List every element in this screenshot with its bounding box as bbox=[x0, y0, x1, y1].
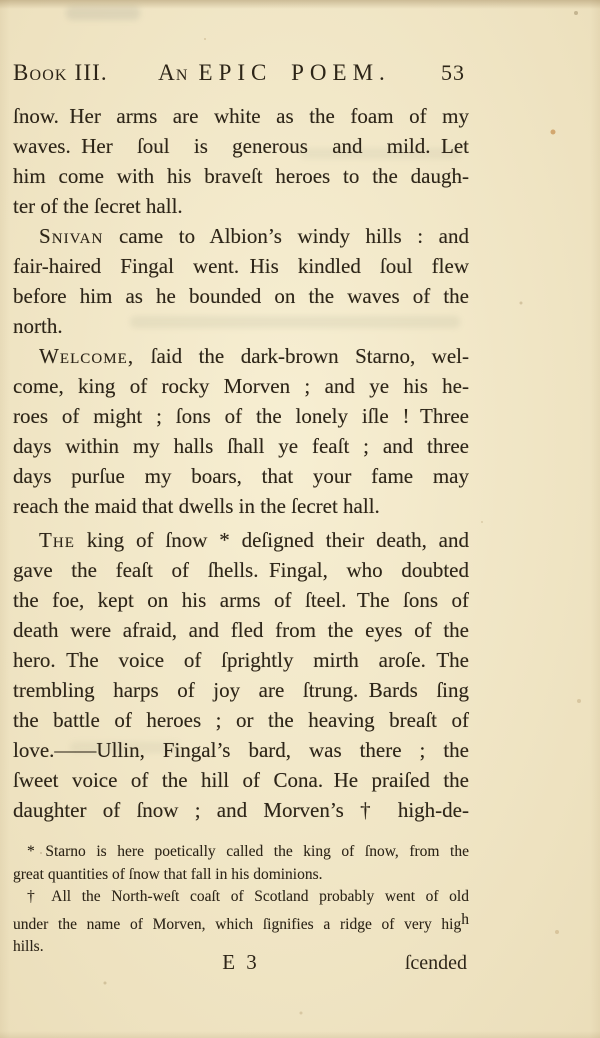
text-line: come, king of rocky Morven ; and ye his he- bbox=[13, 374, 469, 398]
footnotes bbox=[13, 841, 469, 959]
text-line: trembling harps of joy are ſtrung. Bards ſing bbox=[13, 678, 469, 702]
text-line: days purſue my boars, that your fame may bbox=[13, 464, 469, 488]
running-head-book: Book III. bbox=[13, 60, 108, 85]
catchword: ſcended bbox=[404, 952, 467, 974]
text-line: the battle of heroes ; or the heaving breaſt of bbox=[13, 708, 469, 732]
text-line: fair-haired Fingal went. His kindled ſoul flew bbox=[13, 254, 469, 278]
running-head-lead: An bbox=[158, 60, 189, 85]
text-line: him come with his braveſt heroes to the daugh- bbox=[13, 164, 469, 188]
paragraph bbox=[13, 221, 469, 341]
text-line: days within my halls ſhall ye feaſt ; and three bbox=[13, 434, 469, 458]
show-through-smudge bbox=[66, 6, 140, 20]
signature-row bbox=[13, 950, 469, 980]
text-line: ſnow. Her arms are white as the foam of my bbox=[13, 104, 469, 128]
text-line: waves. Her ſoul is generous and mild. Let bbox=[13, 134, 469, 158]
paragraph bbox=[13, 101, 469, 221]
running-head-title bbox=[158, 60, 391, 86]
running-head bbox=[13, 60, 465, 86]
page-number: 53 bbox=[441, 60, 465, 85]
footnote-line: hills. bbox=[13, 938, 44, 955]
footnote bbox=[13, 886, 469, 959]
paragraph bbox=[13, 525, 469, 825]
text-line: death were afraid, and fled from the eyes of the bbox=[13, 618, 469, 642]
paragraph bbox=[13, 341, 469, 521]
text-line: The king of ſnow * deſigned their death, and bbox=[39, 528, 469, 552]
text-line: roes of might ; ſons of the lonely iſle ! Three bbox=[13, 404, 469, 428]
body-text bbox=[13, 101, 469, 825]
paper-speckles bbox=[0, 0, 2, 2]
text-line: ter of the ſecret hall. bbox=[13, 194, 183, 218]
signature-mark: E 3 bbox=[222, 950, 260, 974]
footnote-line: under the name of Morven, which ſignifies a ridge of very high bbox=[13, 910, 469, 933]
smallcaps-lead: Snivan bbox=[39, 224, 104, 248]
raised-letter: h bbox=[461, 910, 469, 928]
text-line: Welcome, ſaid the dark-brown Starno, wel- bbox=[39, 344, 469, 368]
text-line: gave the feaſt of ſhells. Fingal, who doubted bbox=[13, 558, 469, 582]
smallcaps-lead: Welcome, bbox=[39, 344, 135, 368]
footnote-line: great quantities of ſnow that fall in his dominions. bbox=[13, 865, 323, 883]
footnote-line: † All the North-weſt coaſt of Scotland probably went of old bbox=[27, 888, 469, 905]
text-line: ſweet voice of the hill of Cona. He praiſed the bbox=[13, 768, 469, 792]
text-line: north. bbox=[13, 314, 63, 338]
text-line: reach the maid that dwells in the ſecret hall. bbox=[13, 494, 380, 518]
running-head-poem: EPIC POEM. bbox=[198, 60, 391, 85]
text-line: Snivan came to Albion’s windy hills : and bbox=[39, 224, 469, 248]
footnote bbox=[13, 841, 469, 886]
text-line: before him as he bounded on the waves of the bbox=[13, 284, 469, 308]
text-line: hero. The voice of ſprightly mirth aroſe. The bbox=[13, 648, 469, 672]
text-line: love.——Ullin, Fingal’s bard, was there ; the bbox=[13, 738, 469, 762]
text-line: the foe, kept on his arms of ſteel. The ſons of bbox=[13, 588, 469, 612]
smallcaps-lead: The bbox=[39, 528, 75, 552]
text-line: daughter of ſnow ; and Morven’s † high-de- bbox=[13, 798, 469, 822]
footnote-line: * Starno is here poetically called the king of ſnow, from the bbox=[27, 843, 469, 860]
